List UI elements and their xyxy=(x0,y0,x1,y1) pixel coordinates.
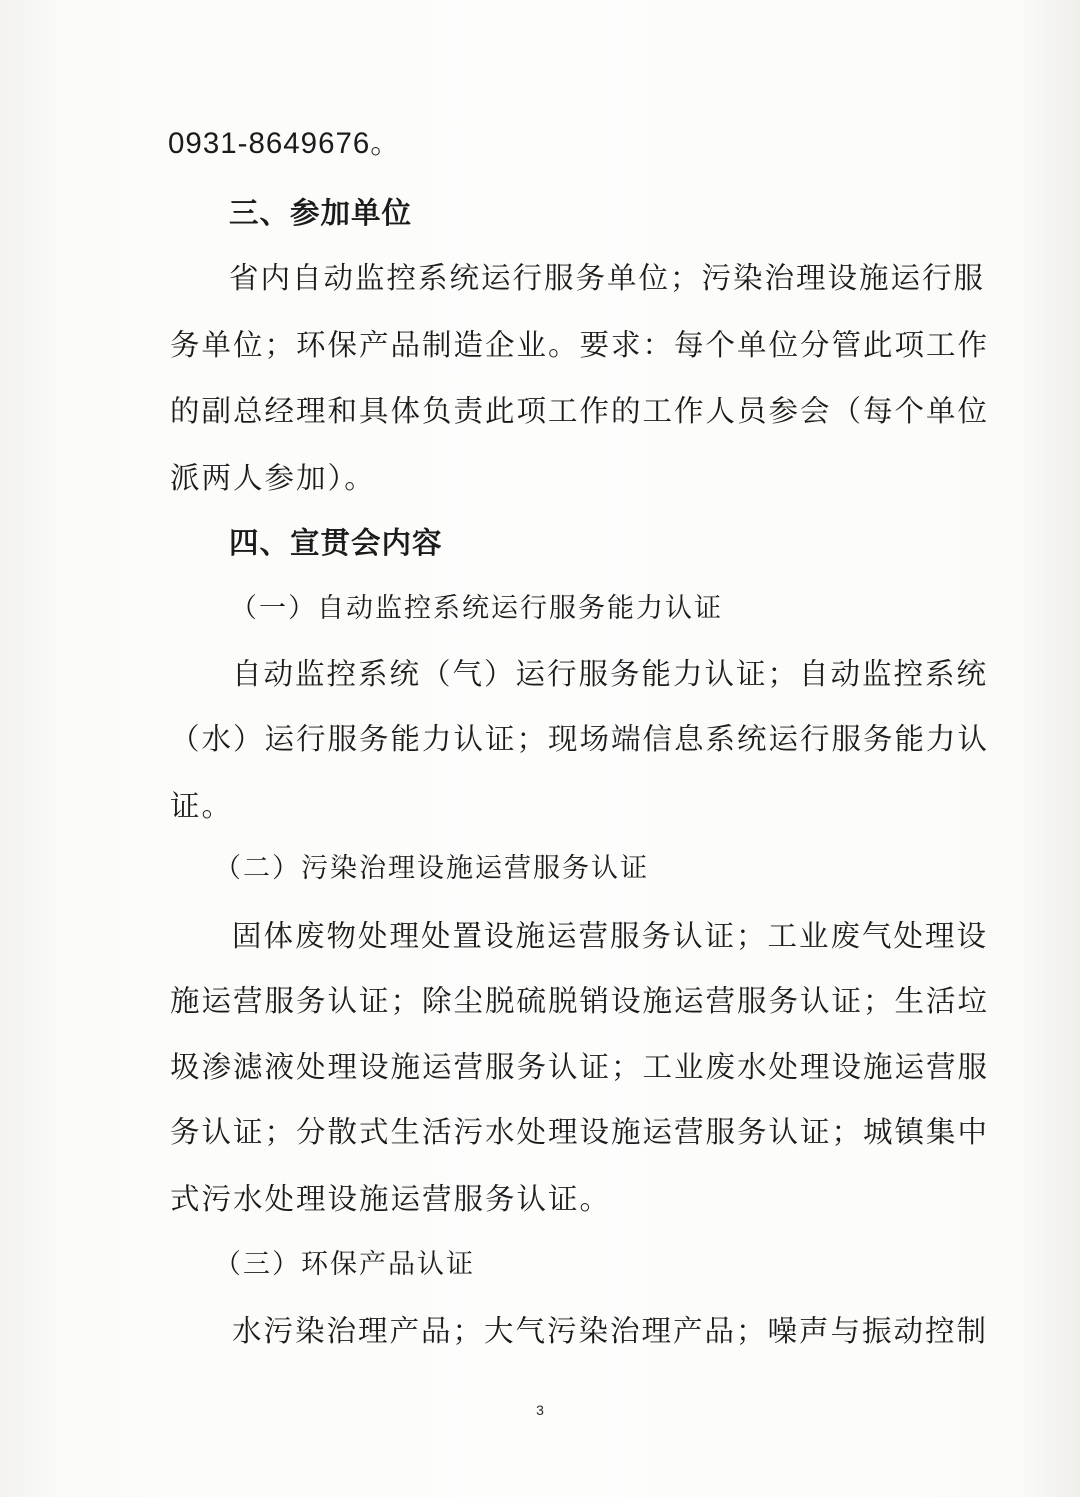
section-three-heading: 三、参加单位 xyxy=(229,196,413,230)
page-number: 3 xyxy=(536,1402,544,1418)
section-four-heading: 四、宣贯会内容 xyxy=(229,526,443,560)
paragraph-line: 圾渗滤液处理设施运营服务认证；工业废水处理设施运营服 xyxy=(170,1050,990,1084)
paragraph-line: 的副总经理和具体负责此项工作的工作人员参会（每个单位 xyxy=(170,394,990,428)
subsection-two-heading: （二）污染治理设施运营服务认证 xyxy=(214,853,649,884)
paragraph-line: 省内自动监控系统运行服务单位；污染治理设施运行服 xyxy=(229,261,986,295)
paragraph-line: 自动监控系统（气）运行服务能力认证；自动监控系统 xyxy=(232,657,989,691)
paragraph-line: 派两人参加）。 xyxy=(170,461,376,495)
paragraph-line: 务认证；分散式生活污水处理设施运营服务认证；城镇集中 xyxy=(170,1115,990,1149)
paragraph-line: （水）运行服务能力认证；现场端信息系统运行服务能力认 xyxy=(170,722,990,756)
contact-phone-line: 0931-8649676。 xyxy=(168,127,401,160)
paragraph-line: 固体废物处理处置设施运营服务认证；工业废气处理设 xyxy=(232,919,989,953)
paragraph-line: 证。 xyxy=(170,789,234,823)
paragraph-line: 式污水处理设施运营服务认证。 xyxy=(170,1182,612,1216)
subsection-three-heading: （三）环保产品认证 xyxy=(214,1249,475,1280)
paragraph-line: 施运营服务认证；除尘脱硫脱销设施运营服务认证；生活垃 xyxy=(170,984,990,1018)
paragraph-line: 水污染治理产品；大气污染治理产品；噪声与振动控制 xyxy=(232,1314,989,1348)
paragraph-line: 务单位；环保产品制造企业。要求：每个单位分管此项工作 xyxy=(170,328,990,362)
subsection-one-heading: （一）自动监控系统运行服务能力认证 xyxy=(230,593,723,624)
